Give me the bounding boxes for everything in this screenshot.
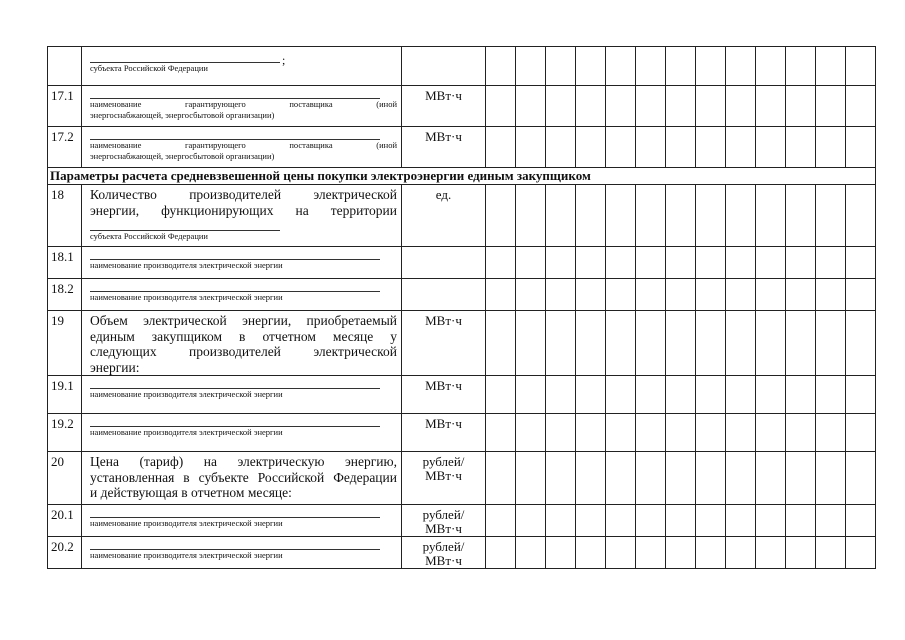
value-cell[interactable] xyxy=(696,414,726,452)
row-number: 20.2 xyxy=(48,537,82,569)
value-cell[interactable] xyxy=(516,127,546,168)
value-cell[interactable] xyxy=(606,279,636,311)
row-number: 18.2 xyxy=(48,279,82,311)
value-cell[interactable] xyxy=(846,127,876,168)
unit-cell xyxy=(402,247,486,279)
row-description xyxy=(82,505,402,537)
table-row xyxy=(48,185,876,247)
section-header: Параметры расчета средневзвешенной цены покупки электроэнергии единым закупщиком xyxy=(48,168,876,185)
value-cell[interactable] xyxy=(516,185,546,247)
value-cell[interactable] xyxy=(696,452,726,505)
value-cell[interactable] xyxy=(816,86,846,127)
value-cell[interactable] xyxy=(636,452,666,505)
unit-cell: МВт·ч xyxy=(402,311,486,376)
value-cell[interactable] xyxy=(606,505,636,537)
value-cell[interactable] xyxy=(726,47,756,86)
row-description xyxy=(82,311,402,376)
value-cell[interactable] xyxy=(816,452,846,505)
value-cell[interactable] xyxy=(546,185,576,247)
value-cell[interactable] xyxy=(756,247,786,279)
table-row xyxy=(48,127,876,168)
value-cell[interactable] xyxy=(786,505,816,537)
row-number: 17.2 xyxy=(48,127,82,168)
value-cell[interactable] xyxy=(636,247,666,279)
value-cell[interactable] xyxy=(576,414,606,452)
row-number: 19.1 xyxy=(48,376,82,414)
value-cell[interactable] xyxy=(816,47,846,86)
value-cell[interactable] xyxy=(666,505,696,537)
value-cell[interactable] xyxy=(516,86,546,127)
unit-cell xyxy=(402,47,486,86)
main-text-line: Цена (тариф) на электрическую энергию, xyxy=(90,454,397,469)
value-cell[interactable] xyxy=(696,279,726,311)
value-cell[interactable] xyxy=(816,505,846,537)
caption-line: энергоснабжающей, энергосбытовой организации) xyxy=(90,151,275,161)
value-cell[interactable] xyxy=(486,505,516,537)
blank-line xyxy=(90,89,380,99)
value-cell[interactable] xyxy=(546,311,576,376)
value-cell[interactable] xyxy=(846,452,876,505)
value-cell[interactable] xyxy=(666,414,696,452)
value-cell[interactable] xyxy=(846,247,876,279)
value-cell[interactable] xyxy=(666,376,696,414)
value-cell[interactable] xyxy=(516,537,546,569)
unit-cell xyxy=(402,452,486,505)
value-cell[interactable] xyxy=(696,247,726,279)
value-cell[interactable] xyxy=(726,86,756,127)
value-cell[interactable] xyxy=(636,537,666,569)
value-cell[interactable] xyxy=(606,537,636,569)
value-cell[interactable] xyxy=(846,279,876,311)
value-cell[interactable] xyxy=(636,185,666,247)
value-cell[interactable] xyxy=(666,537,696,569)
value-cell[interactable] xyxy=(606,247,636,279)
value-cell[interactable] xyxy=(726,452,756,505)
value-cell[interactable] xyxy=(486,86,516,127)
main-text-line: следующих производителей электрической xyxy=(90,344,397,359)
unit-cell: МВт·ч xyxy=(402,376,486,414)
value-cell[interactable] xyxy=(486,537,516,569)
value-cell[interactable] xyxy=(486,127,516,168)
row-number xyxy=(48,47,82,86)
value-cell[interactable] xyxy=(636,376,666,414)
value-cell[interactable] xyxy=(546,279,576,311)
value-cell[interactable] xyxy=(816,311,846,376)
value-cell[interactable] xyxy=(786,47,816,86)
value-cell[interactable] xyxy=(726,127,756,168)
value-cell[interactable] xyxy=(696,185,726,247)
value-cell[interactable] xyxy=(816,279,846,311)
value-cell[interactable] xyxy=(576,185,606,247)
table-row xyxy=(48,47,876,86)
value-cell[interactable] xyxy=(546,537,576,569)
value-cell[interactable] xyxy=(606,127,636,168)
unit-line: рублей/ xyxy=(422,454,465,469)
table-row xyxy=(48,86,876,127)
row-number: 20 xyxy=(48,452,82,505)
value-cell[interactable] xyxy=(606,376,636,414)
value-cell[interactable] xyxy=(576,247,606,279)
data-table xyxy=(47,46,876,569)
blank-line xyxy=(90,282,380,292)
value-cell[interactable] xyxy=(546,47,576,86)
value-cell[interactable] xyxy=(726,185,756,247)
row-number: 17.1 xyxy=(48,86,82,127)
value-cell[interactable] xyxy=(546,376,576,414)
main-text-line: единым закупщиком в отчетном месяце у xyxy=(90,328,397,344)
value-cell[interactable] xyxy=(516,414,546,452)
value-cell[interactable] xyxy=(816,376,846,414)
value-cell[interactable] xyxy=(546,86,576,127)
blank-line xyxy=(90,379,380,389)
value-cell[interactable] xyxy=(756,505,786,537)
value-cell[interactable] xyxy=(576,505,606,537)
value-cell[interactable] xyxy=(486,247,516,279)
value-cell[interactable] xyxy=(786,247,816,279)
unit-cell: МВт·ч xyxy=(402,86,486,127)
value-cell[interactable] xyxy=(696,505,726,537)
value-cell[interactable] xyxy=(786,185,816,247)
value-cell[interactable] xyxy=(756,127,786,168)
value-cell[interactable] xyxy=(516,247,546,279)
table-row xyxy=(48,279,876,311)
value-cell[interactable] xyxy=(816,185,846,247)
row-description xyxy=(82,376,402,414)
caption-line: наименование гарантирующего поставщика (иной xyxy=(90,99,397,109)
value-cell[interactable] xyxy=(636,505,666,537)
value-cell[interactable] xyxy=(546,127,576,168)
value-cell[interactable] xyxy=(576,311,606,376)
main-text-line: энергии: xyxy=(90,359,140,375)
unit-cell xyxy=(402,279,486,311)
unit-cell: ед. xyxy=(402,185,486,247)
value-cell[interactable] xyxy=(576,86,606,127)
table-row xyxy=(48,376,876,414)
main-text xyxy=(90,187,397,218)
value-cell[interactable] xyxy=(696,47,726,86)
value-cell[interactable] xyxy=(846,537,876,569)
caption-line: наименование производителя электрической энергии xyxy=(90,389,283,399)
value-cell[interactable] xyxy=(846,311,876,376)
value-cell[interactable] xyxy=(636,127,666,168)
value-cell[interactable] xyxy=(726,247,756,279)
value-cell[interactable] xyxy=(786,311,816,376)
blank-suffix: ; xyxy=(282,53,286,67)
value-cell[interactable] xyxy=(786,86,816,127)
unit-cell xyxy=(402,505,486,537)
unit-cell: МВт·ч xyxy=(402,127,486,168)
caption-line: наименование производителя электрической энергии xyxy=(90,260,283,270)
value-cell[interactable] xyxy=(696,86,726,127)
value-cell[interactable] xyxy=(666,452,696,505)
caption-line: субъекта Российской Федерации xyxy=(90,231,208,241)
value-cell[interactable] xyxy=(726,376,756,414)
caption-line: наименование производителя электрической энергии xyxy=(90,550,283,560)
main-text-line: Количество производителей электрической xyxy=(90,187,397,202)
unit-line: МВт·ч xyxy=(425,553,462,568)
row-description xyxy=(82,127,402,168)
value-cell[interactable] xyxy=(606,185,636,247)
value-cell[interactable] xyxy=(516,505,546,537)
value-cell[interactable] xyxy=(846,414,876,452)
blank-line xyxy=(90,540,380,550)
value-cell[interactable] xyxy=(696,127,726,168)
unit-line: МВт·ч xyxy=(425,521,462,536)
table-row xyxy=(48,452,876,505)
value-cell[interactable] xyxy=(636,86,666,127)
value-cell[interactable] xyxy=(546,452,576,505)
unit-line: МВт·ч xyxy=(425,468,462,483)
value-cell[interactable] xyxy=(756,47,786,86)
unit-cell: МВт·ч xyxy=(402,414,486,452)
value-cell[interactable] xyxy=(516,279,546,311)
blank-line xyxy=(90,130,380,140)
table-row xyxy=(48,505,876,537)
value-cell[interactable] xyxy=(486,311,516,376)
value-cell[interactable] xyxy=(636,414,666,452)
value-cell[interactable] xyxy=(666,279,696,311)
value-cell[interactable] xyxy=(636,279,666,311)
value-cell[interactable] xyxy=(666,127,696,168)
value-cell[interactable] xyxy=(846,376,876,414)
value-cell[interactable] xyxy=(786,279,816,311)
value-cell[interactable] xyxy=(786,537,816,569)
value-cell[interactable] xyxy=(756,279,786,311)
table-row xyxy=(48,247,876,279)
row-description xyxy=(82,185,402,247)
blank-line xyxy=(90,221,280,231)
main-text xyxy=(90,313,397,375)
value-cell[interactable] xyxy=(756,452,786,505)
value-cell[interactable] xyxy=(516,376,546,414)
value-cell[interactable] xyxy=(816,537,846,569)
value-cell[interactable] xyxy=(726,505,756,537)
row-number: 20.1 xyxy=(48,505,82,537)
value-cell[interactable] xyxy=(756,185,786,247)
value-cell[interactable] xyxy=(666,311,696,376)
value-cell[interactable] xyxy=(666,185,696,247)
value-cell[interactable] xyxy=(576,537,606,569)
value-cell[interactable] xyxy=(486,279,516,311)
value-cell[interactable] xyxy=(786,127,816,168)
main-text-line: Объем электрической энергии, приобретаемый xyxy=(90,313,397,328)
value-cell[interactable] xyxy=(516,47,546,86)
main-text-line: и действующая в отчетном месяце: xyxy=(90,485,292,500)
value-cell[interactable] xyxy=(756,311,786,376)
row-number: 18.1 xyxy=(48,247,82,279)
row-number: 18 xyxy=(48,185,82,247)
table-row xyxy=(48,537,876,569)
value-cell[interactable] xyxy=(636,311,666,376)
value-cell[interactable] xyxy=(726,414,756,452)
value-cell[interactable] xyxy=(846,505,876,537)
row-description xyxy=(82,47,402,86)
caption-line: субъекта Российской Федерации xyxy=(90,63,208,73)
value-cell[interactable] xyxy=(636,47,666,86)
value-cell[interactable] xyxy=(846,47,876,86)
value-cell[interactable] xyxy=(486,376,516,414)
value-cell[interactable] xyxy=(666,47,696,86)
value-cell[interactable] xyxy=(486,47,516,86)
value-cell[interactable] xyxy=(606,452,636,505)
value-cell[interactable] xyxy=(546,414,576,452)
value-cell[interactable] xyxy=(576,452,606,505)
row-number: 19 xyxy=(48,311,82,376)
value-cell[interactable] xyxy=(756,537,786,569)
caption-line: наименование гарантирующего поставщика (иной xyxy=(90,140,397,150)
value-cell[interactable] xyxy=(606,311,636,376)
value-cell[interactable] xyxy=(786,414,816,452)
value-cell[interactable] xyxy=(606,47,636,86)
value-cell[interactable] xyxy=(576,127,606,168)
blank-line xyxy=(90,53,280,63)
value-cell[interactable] xyxy=(816,414,846,452)
value-cell[interactable] xyxy=(786,452,816,505)
row-number: 19.2 xyxy=(48,414,82,452)
value-cell[interactable] xyxy=(516,311,546,376)
value-cell[interactable] xyxy=(816,127,846,168)
unit-line: рублей/ xyxy=(422,539,465,554)
value-cell[interactable] xyxy=(516,452,546,505)
unit-cell xyxy=(402,537,486,569)
value-cell[interactable] xyxy=(756,86,786,127)
row-description xyxy=(82,414,402,452)
value-cell[interactable] xyxy=(606,414,636,452)
caption-line: наименование производителя электрической энергии xyxy=(90,292,283,302)
blank-line xyxy=(90,250,380,260)
row-description xyxy=(82,279,402,311)
row-description xyxy=(82,247,402,279)
row-description xyxy=(82,537,402,569)
value-cell[interactable] xyxy=(726,279,756,311)
blank-line xyxy=(90,508,380,518)
row-description xyxy=(82,452,402,505)
value-cell[interactable] xyxy=(606,86,636,127)
value-cell[interactable] xyxy=(726,311,756,376)
value-cell[interactable] xyxy=(756,376,786,414)
value-cell[interactable] xyxy=(576,47,606,86)
value-cell[interactable] xyxy=(486,452,516,505)
value-cell[interactable] xyxy=(846,185,876,247)
value-cell[interactable] xyxy=(696,376,726,414)
main-text xyxy=(90,454,397,501)
value-cell[interactable] xyxy=(696,537,726,569)
caption-line: наименование производителя электрической энергии xyxy=(90,518,283,528)
caption-line: наименование производителя электрической энергии xyxy=(90,427,283,437)
value-cell[interactable] xyxy=(576,376,606,414)
table-row xyxy=(48,414,876,452)
value-cell[interactable] xyxy=(726,537,756,569)
value-cell[interactable] xyxy=(576,279,606,311)
value-cell[interactable] xyxy=(666,86,696,127)
value-cell[interactable] xyxy=(546,247,576,279)
value-cell[interactable] xyxy=(486,185,516,247)
value-cell[interactable] xyxy=(846,86,876,127)
value-cell[interactable] xyxy=(756,414,786,452)
table-row xyxy=(48,168,876,185)
value-cell[interactable] xyxy=(696,311,726,376)
value-cell[interactable] xyxy=(786,376,816,414)
unit-line: рублей/ xyxy=(422,507,465,522)
main-text-line: установленная в субъекте Российской Федерации xyxy=(90,469,397,485)
value-cell[interactable] xyxy=(546,505,576,537)
table-row xyxy=(48,311,876,376)
row-description xyxy=(82,86,402,127)
value-cell[interactable] xyxy=(486,414,516,452)
blank-line xyxy=(90,417,380,427)
value-cell[interactable] xyxy=(666,247,696,279)
caption-line: энергоснабжающей, энергосбытовой организации) xyxy=(90,110,275,120)
value-cell[interactable] xyxy=(816,247,846,279)
main-text-line: энергии, функционирующих на территории xyxy=(90,202,397,218)
